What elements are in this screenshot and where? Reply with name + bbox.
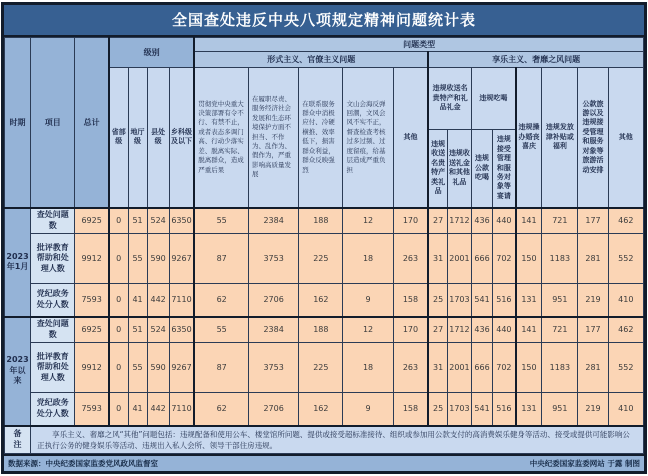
data-cell: 55 <box>128 234 147 284</box>
data-cell: 440 <box>493 317 516 343</box>
data-cell: 27 <box>428 317 447 343</box>
period-cell: 2023年1月 <box>5 208 31 317</box>
header-cell-period: 时期 <box>5 38 31 208</box>
row-label: 查处问题数 <box>31 208 75 234</box>
header-cell-formalism-1: 贯彻党中央重大决策部署有令不行、有禁不止，或者表态多调门高、行动少落实差、脱离实际、脱离群众，造成严重后果 <box>194 68 248 208</box>
data-cell: 2384 <box>249 208 299 234</box>
header-cell-formalism-3: 在联系服务群众中消极应付、冷硬横推、效率低下，损害群众利益，群众反映强烈 <box>299 68 343 208</box>
header-cell-hedonism-other: 其他 <box>608 68 643 208</box>
data-cell: 524 <box>147 208 169 234</box>
data-cell: 87 <box>194 343 248 393</box>
data-cell: 12 <box>343 208 393 234</box>
data-cell: 0 <box>109 234 128 284</box>
data-cell: 951 <box>542 284 578 317</box>
data-cell: 0 <box>109 393 128 426</box>
data-cell: 9267 <box>169 343 194 393</box>
data-cell: 666 <box>471 234 492 284</box>
data-cell: 131 <box>516 284 542 317</box>
table-row <box>5 284 644 317</box>
data-cell: 702 <box>493 343 516 393</box>
data-cell: 2706 <box>249 284 299 317</box>
data-cell: 55 <box>128 343 147 393</box>
data-cell: 150 <box>516 234 542 284</box>
data-cell: 225 <box>299 343 343 393</box>
data-cell: 436 <box>471 317 492 343</box>
data-cell: 951 <box>542 393 578 426</box>
data-cell: 590 <box>147 343 169 393</box>
data-cell: 263 <box>393 343 428 393</box>
data-cell: 7110 <box>169 393 194 426</box>
data-cell: 721 <box>542 317 578 343</box>
remark-text: 享乐主义、奢靡之风“其他”问题包括：违规配备和使用公车、楼堂馆所问题、提供或接受超标准接待、组织或参加用公款支付的高消费娱乐健身等活动、接受或提供可能影响公正执行公务的健身娱乐等活动、违规出入私人会所、领导干部住房违规。 <box>31 426 644 454</box>
data-cell: 281 <box>578 343 608 393</box>
data-cell: 41 <box>128 284 147 317</box>
data-cell: 3753 <box>249 234 299 284</box>
statistics-table-frame <box>1 2 647 474</box>
data-cell: 524 <box>147 317 169 343</box>
row-label: 查处问题数 <box>31 317 75 343</box>
row-label: 批评教育帮助和处理人数 <box>31 343 75 393</box>
data-cell: 2384 <box>249 317 299 343</box>
data-cell: 55 <box>194 317 248 343</box>
data-cell: 541 <box>471 393 492 426</box>
row-label: 党纪政务处分人数 <box>31 393 75 426</box>
data-cell: 27 <box>428 208 447 234</box>
header-cell-level-county: 县处级 <box>147 68 169 208</box>
data-cell: 2001 <box>447 234 471 284</box>
table-title: 全国查处违反中央八项规定精神问题统计表 <box>4 5 644 37</box>
data-cell: 6350 <box>169 317 194 343</box>
data-cell: 55 <box>194 208 248 234</box>
data-cell: 18 <box>343 343 393 393</box>
data-cell: 0 <box>109 343 128 393</box>
data-cell: 170 <box>393 317 428 343</box>
table-row <box>5 393 644 426</box>
table-row <box>5 317 644 343</box>
data-cell: 0 <box>109 317 128 343</box>
data-cell: 177 <box>578 208 608 234</box>
remark-row <box>5 426 644 454</box>
table-row <box>5 343 644 393</box>
data-cell: 6925 <box>75 208 109 234</box>
data-cell: 170 <box>393 208 428 234</box>
header-cell-dining-public: 违规公款吃喝 <box>471 130 492 208</box>
header-cell-hedonism-allowances: 违规发放津补贴或福利 <box>542 68 578 208</box>
data-cell: 162 <box>299 393 343 426</box>
header-cell-dining-banquet: 违规接受管理和服务对象等宴请 <box>493 130 516 208</box>
data-cell: 7593 <box>75 393 109 426</box>
data-cell: 440 <box>493 208 516 234</box>
data-cell: 158 <box>393 393 428 426</box>
data-cell: 7593 <box>75 284 109 317</box>
header-group-formalism: 形式主义、官僚主义问题 <box>194 52 428 68</box>
data-cell: 25 <box>428 284 447 317</box>
header-cell-gifts-specialty: 违规收送名贵特产类礼品 <box>428 130 447 208</box>
data-cell: 2706 <box>249 393 299 426</box>
data-cell: 9912 <box>75 234 109 284</box>
data-cell: 162 <box>299 284 343 317</box>
data-cell: 131 <box>516 393 542 426</box>
data-cell: 9912 <box>75 343 109 393</box>
data-cell: 462 <box>608 317 643 343</box>
header-cell-level-province: 省部级 <box>109 68 128 208</box>
data-source-text: 数据来源：中央纪委国家监委党风政风监督室 <box>8 459 158 468</box>
data-cell: 516 <box>493 393 516 426</box>
header-cell-total: 总计 <box>75 38 109 208</box>
data-cell: 3753 <box>249 343 299 393</box>
data-cell: 0 <box>109 284 128 317</box>
data-cell: 219 <box>578 284 608 317</box>
data-cell: 281 <box>578 234 608 284</box>
data-cell: 41 <box>128 393 147 426</box>
table-row <box>5 208 644 234</box>
header-group-level: 级别 <box>109 38 194 68</box>
row-label: 批评教育帮助和处理人数 <box>31 234 75 284</box>
data-cell: 177 <box>578 317 608 343</box>
data-cell: 552 <box>608 343 643 393</box>
data-cell: 0 <box>109 208 128 234</box>
data-cell: 9 <box>343 393 393 426</box>
data-cell: 141 <box>516 208 542 234</box>
data-cell: 51 <box>128 317 147 343</box>
data-cell: 9 <box>343 284 393 317</box>
data-cell: 2001 <box>447 343 471 393</box>
data-cell: 87 <box>194 234 248 284</box>
data-cell: 442 <box>147 284 169 317</box>
credit-text: 中央纪委国家监委网站 于露 制图 <box>529 459 640 468</box>
data-cell: 590 <box>147 234 169 284</box>
data-cell: 141 <box>516 317 542 343</box>
data-cell: 702 <box>493 234 516 284</box>
header-cell-hedonism-travel: 公款旅游以及违规接受管理和服务对象等旅游活动安排 <box>578 68 608 208</box>
data-cell: 158 <box>393 284 428 317</box>
data-cell: 12 <box>343 317 393 343</box>
statistics-table <box>4 37 644 454</box>
data-cell: 6350 <box>169 208 194 234</box>
header-group-hedonism: 享乐主义、奢靡之风问题 <box>428 52 643 68</box>
row-label: 党纪政务处分人数 <box>31 284 75 317</box>
remark-label: 备注 <box>5 426 31 454</box>
data-cell: 18 <box>343 234 393 284</box>
data-cell: 1703 <box>447 284 471 317</box>
data-cell: 62 <box>194 393 248 426</box>
data-cell: 442 <box>147 393 169 426</box>
data-cell: 62 <box>194 284 248 317</box>
data-cell: 541 <box>471 284 492 317</box>
data-cell: 7110 <box>169 284 194 317</box>
data-cell: 31 <box>428 234 447 284</box>
period-cell: 2023年以来 <box>5 317 31 426</box>
header-cell-formalism-2: 在履职尽责、服务经济社会发展和生态环境保护方面不担当、不作为、乱作为、假作为，严重影响高质量发展 <box>249 68 299 208</box>
table-row <box>5 234 644 284</box>
data-cell: 188 <box>299 208 343 234</box>
data-cell: 410 <box>608 393 643 426</box>
data-cell: 263 <box>393 234 428 284</box>
data-cell: 462 <box>608 208 643 234</box>
header-cell-formalism-4: 文山会海反弹回潮，文风会风不实不正，督查检查考核过多过频、过度留痕，给基层造成严重负担 <box>343 68 393 208</box>
data-cell: 1183 <box>542 234 578 284</box>
data-cell: 1703 <box>447 393 471 426</box>
data-cell: 721 <box>542 208 578 234</box>
header-group-dining: 违规吃喝 <box>471 68 515 130</box>
header-group-problem-type: 问题类型 <box>194 38 643 52</box>
data-cell: 188 <box>299 317 343 343</box>
data-cell: 1712 <box>447 317 471 343</box>
data-cell: 9267 <box>169 234 194 284</box>
data-cell: 436 <box>471 208 492 234</box>
data-cell: 1183 <box>542 343 578 393</box>
header-cell-level-township: 乡科级及以下 <box>169 68 194 208</box>
header-group-gifts: 违规收送名贵特产和礼品礼金 <box>428 68 471 130</box>
data-cell: 51 <box>128 208 147 234</box>
data-cell: 150 <box>516 343 542 393</box>
data-cell: 516 <box>493 284 516 317</box>
header-row-1 <box>5 38 644 52</box>
data-cell: 552 <box>608 234 643 284</box>
header-cell-level-prefecture: 地厅级 <box>128 68 147 208</box>
data-cell: 6925 <box>75 317 109 343</box>
header-cell-item: 项目 <box>31 38 75 208</box>
data-cell: 225 <box>299 234 343 284</box>
data-cell: 410 <box>608 284 643 317</box>
data-cell: 666 <box>471 343 492 393</box>
data-cell: 1712 <box>447 208 471 234</box>
data-cell: 219 <box>578 393 608 426</box>
footer-bar <box>4 454 644 471</box>
header-cell-formalism-other: 其他 <box>393 68 428 208</box>
data-cell: 25 <box>428 393 447 426</box>
data-cell: 31 <box>428 343 447 393</box>
header-cell-gifts-cash: 违规收送礼金和其他礼品 <box>447 130 471 208</box>
header-cell-hedonism-weddings: 违规操办婚丧喜庆 <box>516 68 542 208</box>
